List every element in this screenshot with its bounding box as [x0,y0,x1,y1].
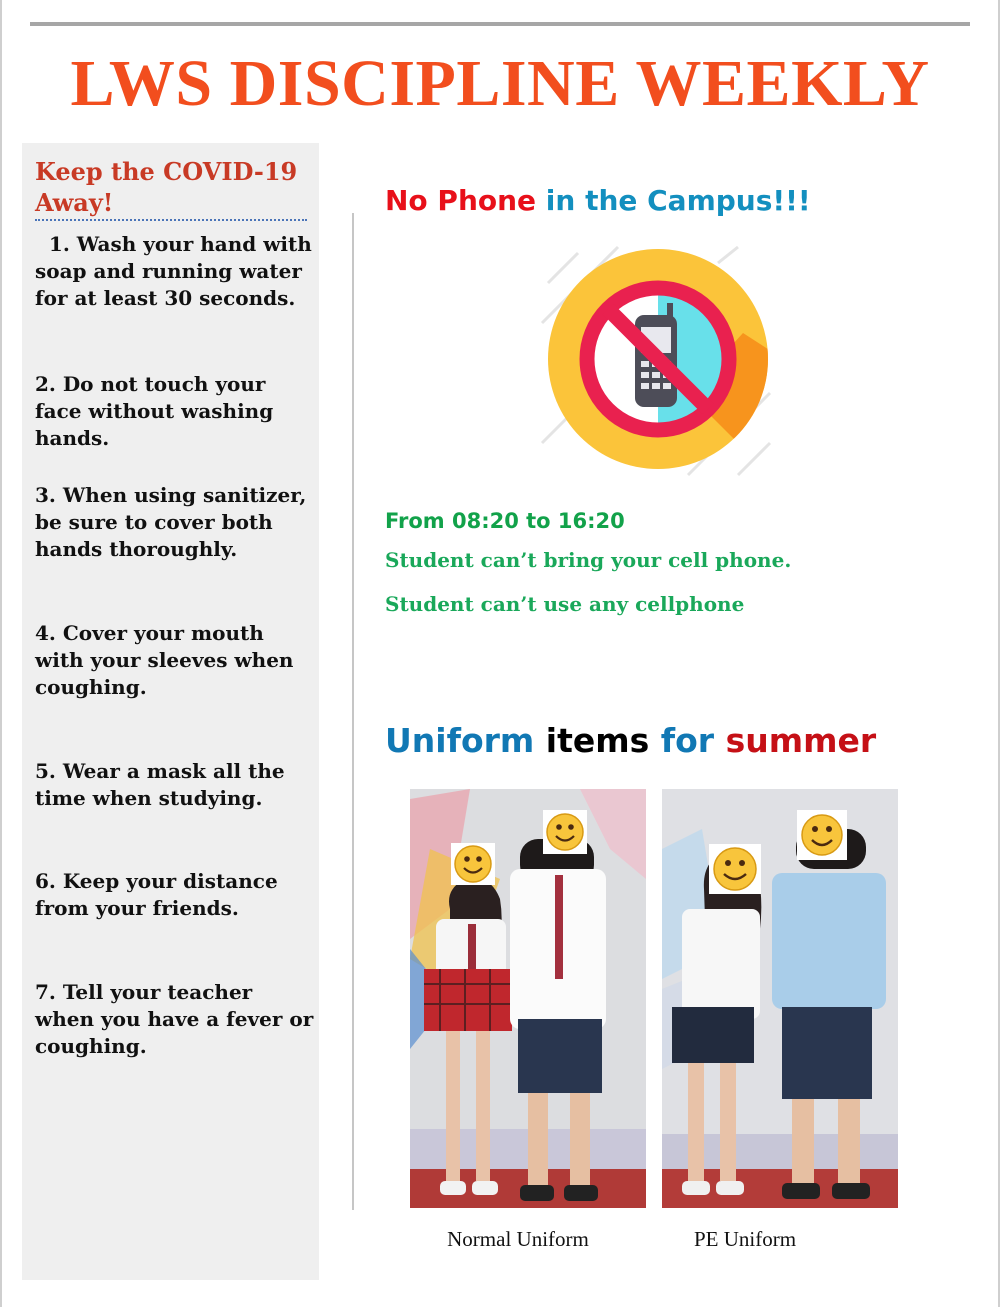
smiley-face-icon [451,843,495,885]
covid-tip-6: 6. Keep your distance from your friends. [35,869,278,920]
phone-time-window: From 08:20 to 16:20 [385,509,625,533]
no-phone-heading-part1: No Phone [385,184,537,217]
column-divider [352,213,354,1210]
normal-uniform-caption: Normal Uniform [447,1227,589,1251]
no-phone-heading [385,184,811,217]
masthead-title: LWS DISCIPLINE WEEKLY [70,47,930,120]
smiley-face-icon [797,810,847,860]
pe-uniform-caption: PE Uniform [693,1227,797,1251]
covid-tip-4: 4. Cover your mouth with your sleeves when coughing. [35,621,294,699]
no-phone-heading-part2: in the Campus!!! [536,184,811,217]
page-border-left [0,0,2,1307]
covid-tip-7: 7. Tell your teacher when you have a fever or coughing. [35,980,314,1058]
uniform-heading-part3: for [649,721,715,760]
covid-tip-2: 2. Do not touch your face without washing hands. [35,372,274,450]
covid-sidebar [22,143,319,1280]
normal-uniform-photo [410,789,646,1208]
covid-heading: Keep the COVID-19 Away! [35,156,307,221]
pe-uniform-photo [662,789,898,1208]
uniform-heading-part2: items [534,721,650,760]
covid-tip-5: 5. Wear a mask all the time when studying. [35,759,285,810]
uniform-heading-part4: summer [714,721,877,760]
phone-rule-2: Student can’t use any cellphone [385,592,745,616]
smiley-face-icon [709,844,761,894]
covid-tip-3: 3. When using sanitizer, be sure to cover both hands thoroughly. [35,483,307,561]
uniform-heading-part1: Uniform [385,721,535,760]
phone-rule-1: Student can’t bring your cell phone. [385,548,792,572]
no-phone-icon [538,243,774,479]
covid-tip-1: 1. Wash your hand with soap and running water for at least 30 seconds. [35,232,312,310]
uniform-heading [385,721,876,760]
smiley-face-icon [543,810,587,854]
top-rule [30,22,970,26]
